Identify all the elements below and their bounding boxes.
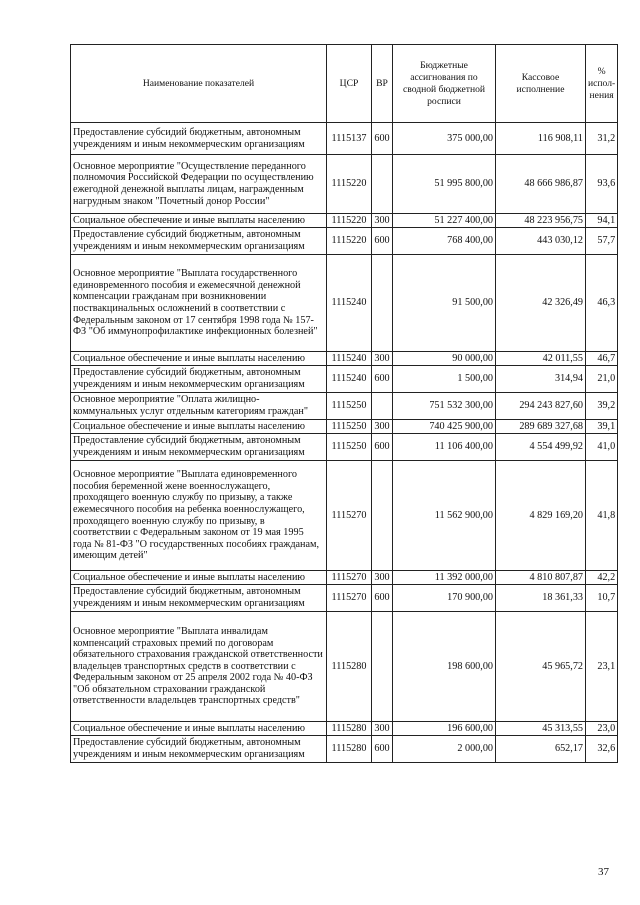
row-cash-cell: 45 313,55 [496, 722, 586, 736]
row-pct-cell: 39,2 [586, 393, 618, 420]
table-row [71, 155, 618, 214]
row-name-cell: Основное мероприятие "Осуществление переданного полномочия Российской Федерации по осуществлению ежегодной денежной выплаты лицам, награжденным нагрудным знаком "Почетный донор России" [71, 155, 327, 214]
row-name-cell: Предоставление субсидий бюджетным, автономным учреждениям и иным некоммерческим организациям [71, 585, 327, 612]
row-vr-cell [372, 461, 393, 571]
row-cash-cell: 294 243 827,60 [496, 393, 586, 420]
col-header-csr: ЦСР [327, 45, 372, 123]
table-row [71, 434, 618, 461]
row-budget-cell: 170 900,00 [393, 585, 496, 612]
row-csr-cell: 1115220 [327, 228, 372, 255]
table-row [71, 123, 618, 155]
row-cash-cell: 18 361,33 [496, 585, 586, 612]
row-vr-cell [372, 155, 393, 214]
table-row [71, 214, 618, 228]
header-row [71, 45, 618, 123]
row-cash-cell: 443 030,12 [496, 228, 586, 255]
row-cash-cell: 314,94 [496, 366, 586, 393]
row-csr-cell: 1115250 [327, 393, 372, 420]
row-csr-cell: 1115220 [327, 155, 372, 214]
row-csr-cell: 1115280 [327, 612, 372, 722]
table-row [71, 585, 618, 612]
row-cash-cell: 4 554 499,92 [496, 434, 586, 461]
row-vr-cell: 600 [372, 366, 393, 393]
row-pct-cell: 57,7 [586, 228, 618, 255]
row-cash-cell: 4 810 807,87 [496, 571, 586, 585]
row-csr-cell: 1115270 [327, 585, 372, 612]
row-csr-cell: 1115280 [327, 722, 372, 736]
row-pct-cell: 46,3 [586, 255, 618, 352]
row-vr-cell: 300 [372, 214, 393, 228]
row-budget-cell: 375 000,00 [393, 123, 496, 155]
row-vr-cell: 600 [372, 123, 393, 155]
row-vr-cell: 300 [372, 722, 393, 736]
row-name-cell: Основное мероприятие "Выплата единовременного пособия беременной жене военнослужащего, проходящего военную службу по призыву, а также ежемесячного пособия на ребенка военнослужащего, проходящего военную службу по призыву, в соответствии с Федеральным законом от 19 мая 1995 года № 81-ФЗ "О государственных пособиях гражданам, имеющим детей" [71, 461, 327, 571]
table-row [71, 352, 618, 366]
row-budget-cell: 198 600,00 [393, 612, 496, 722]
row-vr-cell [372, 612, 393, 722]
table-row [71, 612, 618, 722]
row-cash-cell: 289 689 327,68 [496, 420, 586, 434]
row-pct-cell: 32,6 [586, 736, 618, 763]
row-budget-cell: 740 425 900,00 [393, 420, 496, 434]
row-pct-cell: 42,2 [586, 571, 618, 585]
table-row [71, 228, 618, 255]
page-number: 37 [598, 866, 609, 878]
row-csr-cell: 1115240 [327, 366, 372, 393]
row-name-cell: Основное мероприятие "Выплата государственного единовременного пособия и ежемесячной денежной компенсации гражданам при возникновении поствакцинальных осложнений в соответствии с Федеральным законом от 17 сентября 1998 года № 157-ФЗ "Об иммунопрофилактике инфекционных болезней" [71, 255, 327, 352]
row-pct-cell: 23,0 [586, 722, 618, 736]
row-cash-cell: 42 011,55 [496, 352, 586, 366]
row-pct-cell: 41,8 [586, 461, 618, 571]
row-name-cell: Предоставление субсидий бюджетным, автономным учреждениям и иным некоммерческим организациям [71, 736, 327, 763]
table-row [71, 736, 618, 763]
row-vr-cell: 600 [372, 736, 393, 763]
table-body [71, 123, 618, 763]
row-name-cell: Социальное обеспечение и иные выплаты населению [71, 352, 327, 366]
row-budget-cell: 1 500,00 [393, 366, 496, 393]
row-name-cell: Социальное обеспечение и иные выплаты населению [71, 722, 327, 736]
row-csr-cell: 1115240 [327, 352, 372, 366]
row-pct-cell: 31,2 [586, 123, 618, 155]
row-name-cell: Основное мероприятие "Оплата жилищно-коммунальных услуг отдельным категориям граждан" [71, 393, 327, 420]
row-budget-cell: 51 995 800,00 [393, 155, 496, 214]
row-csr-cell: 1115280 [327, 736, 372, 763]
row-name-cell: Предоставление субсидий бюджетным, автономным учреждениям и иным некоммерческим организациям [71, 228, 327, 255]
col-header-vr: ВР [372, 45, 393, 123]
row-csr-cell: 1115220 [327, 214, 372, 228]
col-header-name: Наименование показателей [71, 45, 327, 123]
row-budget-cell: 196 600,00 [393, 722, 496, 736]
row-budget-cell: 751 532 300,00 [393, 393, 496, 420]
row-budget-cell: 768 400,00 [393, 228, 496, 255]
row-cash-cell: 48 223 956,75 [496, 214, 586, 228]
row-name-cell: Предоставление субсидий бюджетным, автономным учреждениям и иным некоммерческим организациям [71, 366, 327, 393]
row-budget-cell: 11 106 400,00 [393, 434, 496, 461]
row-budget-cell: 91 500,00 [393, 255, 496, 352]
table-row [71, 461, 618, 571]
row-vr-cell: 300 [372, 352, 393, 366]
table-row [71, 393, 618, 420]
row-cash-cell: 652,17 [496, 736, 586, 763]
table-row [71, 722, 618, 736]
row-name-cell: Предоставление субсидий бюджетным, автономным учреждениям и иным некоммерческим организациям [71, 123, 327, 155]
row-cash-cell: 116 908,11 [496, 123, 586, 155]
row-budget-cell: 2 000,00 [393, 736, 496, 763]
col-header-pct: % испол-нения [586, 45, 618, 123]
budget-table [70, 44, 618, 763]
row-budget-cell: 11 562 900,00 [393, 461, 496, 571]
col-header-cash: Кассовое исполнение [496, 45, 586, 123]
row-csr-cell: 1115240 [327, 255, 372, 352]
row-csr-cell: 1115250 [327, 420, 372, 434]
row-vr-cell: 600 [372, 434, 393, 461]
row-pct-cell: 23,1 [586, 612, 618, 722]
row-vr-cell [372, 393, 393, 420]
row-cash-cell: 45 965,72 [496, 612, 586, 722]
row-csr-cell: 1115137 [327, 123, 372, 155]
row-pct-cell: 39,1 [586, 420, 618, 434]
row-csr-cell: 1115250 [327, 434, 372, 461]
row-cash-cell: 48 666 986,87 [496, 155, 586, 214]
table-row [71, 366, 618, 393]
row-budget-cell: 90 000,00 [393, 352, 496, 366]
row-name-cell: Основное мероприятие "Выплата инвалидам компенсаций страховых премий по договорам обязательного страхования гражданской ответственности владельцев транспортных средств в соответствии с Федеральным законом от 25 апреля 2002 года № 40-ФЗ "Об обязательном страховании гражданской ответственности владельцев транспортных средств" [71, 612, 327, 722]
row-vr-cell: 600 [372, 228, 393, 255]
row-name-cell: Социальное обеспечение и иные выплаты населению [71, 214, 327, 228]
row-vr-cell: 300 [372, 420, 393, 434]
row-vr-cell [372, 255, 393, 352]
row-vr-cell: 300 [372, 571, 393, 585]
row-pct-cell: 93,6 [586, 155, 618, 214]
row-csr-cell: 1115270 [327, 571, 372, 585]
row-vr-cell: 600 [372, 585, 393, 612]
table-row [71, 571, 618, 585]
col-header-budget: Бюджетные ассигнования по сводной бюджетной росписи [393, 45, 496, 123]
row-pct-cell: 94,1 [586, 214, 618, 228]
row-csr-cell: 1115270 [327, 461, 372, 571]
row-cash-cell: 42 326,49 [496, 255, 586, 352]
row-budget-cell: 51 227 400,00 [393, 214, 496, 228]
row-pct-cell: 41,0 [586, 434, 618, 461]
table-row [71, 255, 618, 352]
row-name-cell: Социальное обеспечение и иные выплаты населению [71, 571, 327, 585]
row-pct-cell: 21,0 [586, 366, 618, 393]
row-pct-cell: 10,7 [586, 585, 618, 612]
row-name-cell: Предоставление субсидий бюджетным, автономным учреждениям и иным некоммерческим организациям [71, 434, 327, 461]
row-budget-cell: 11 392 000,00 [393, 571, 496, 585]
table-row [71, 420, 618, 434]
row-name-cell: Социальное обеспечение и иные выплаты населению [71, 420, 327, 434]
row-cash-cell: 4 829 169,20 [496, 461, 586, 571]
row-pct-cell: 46,7 [586, 352, 618, 366]
